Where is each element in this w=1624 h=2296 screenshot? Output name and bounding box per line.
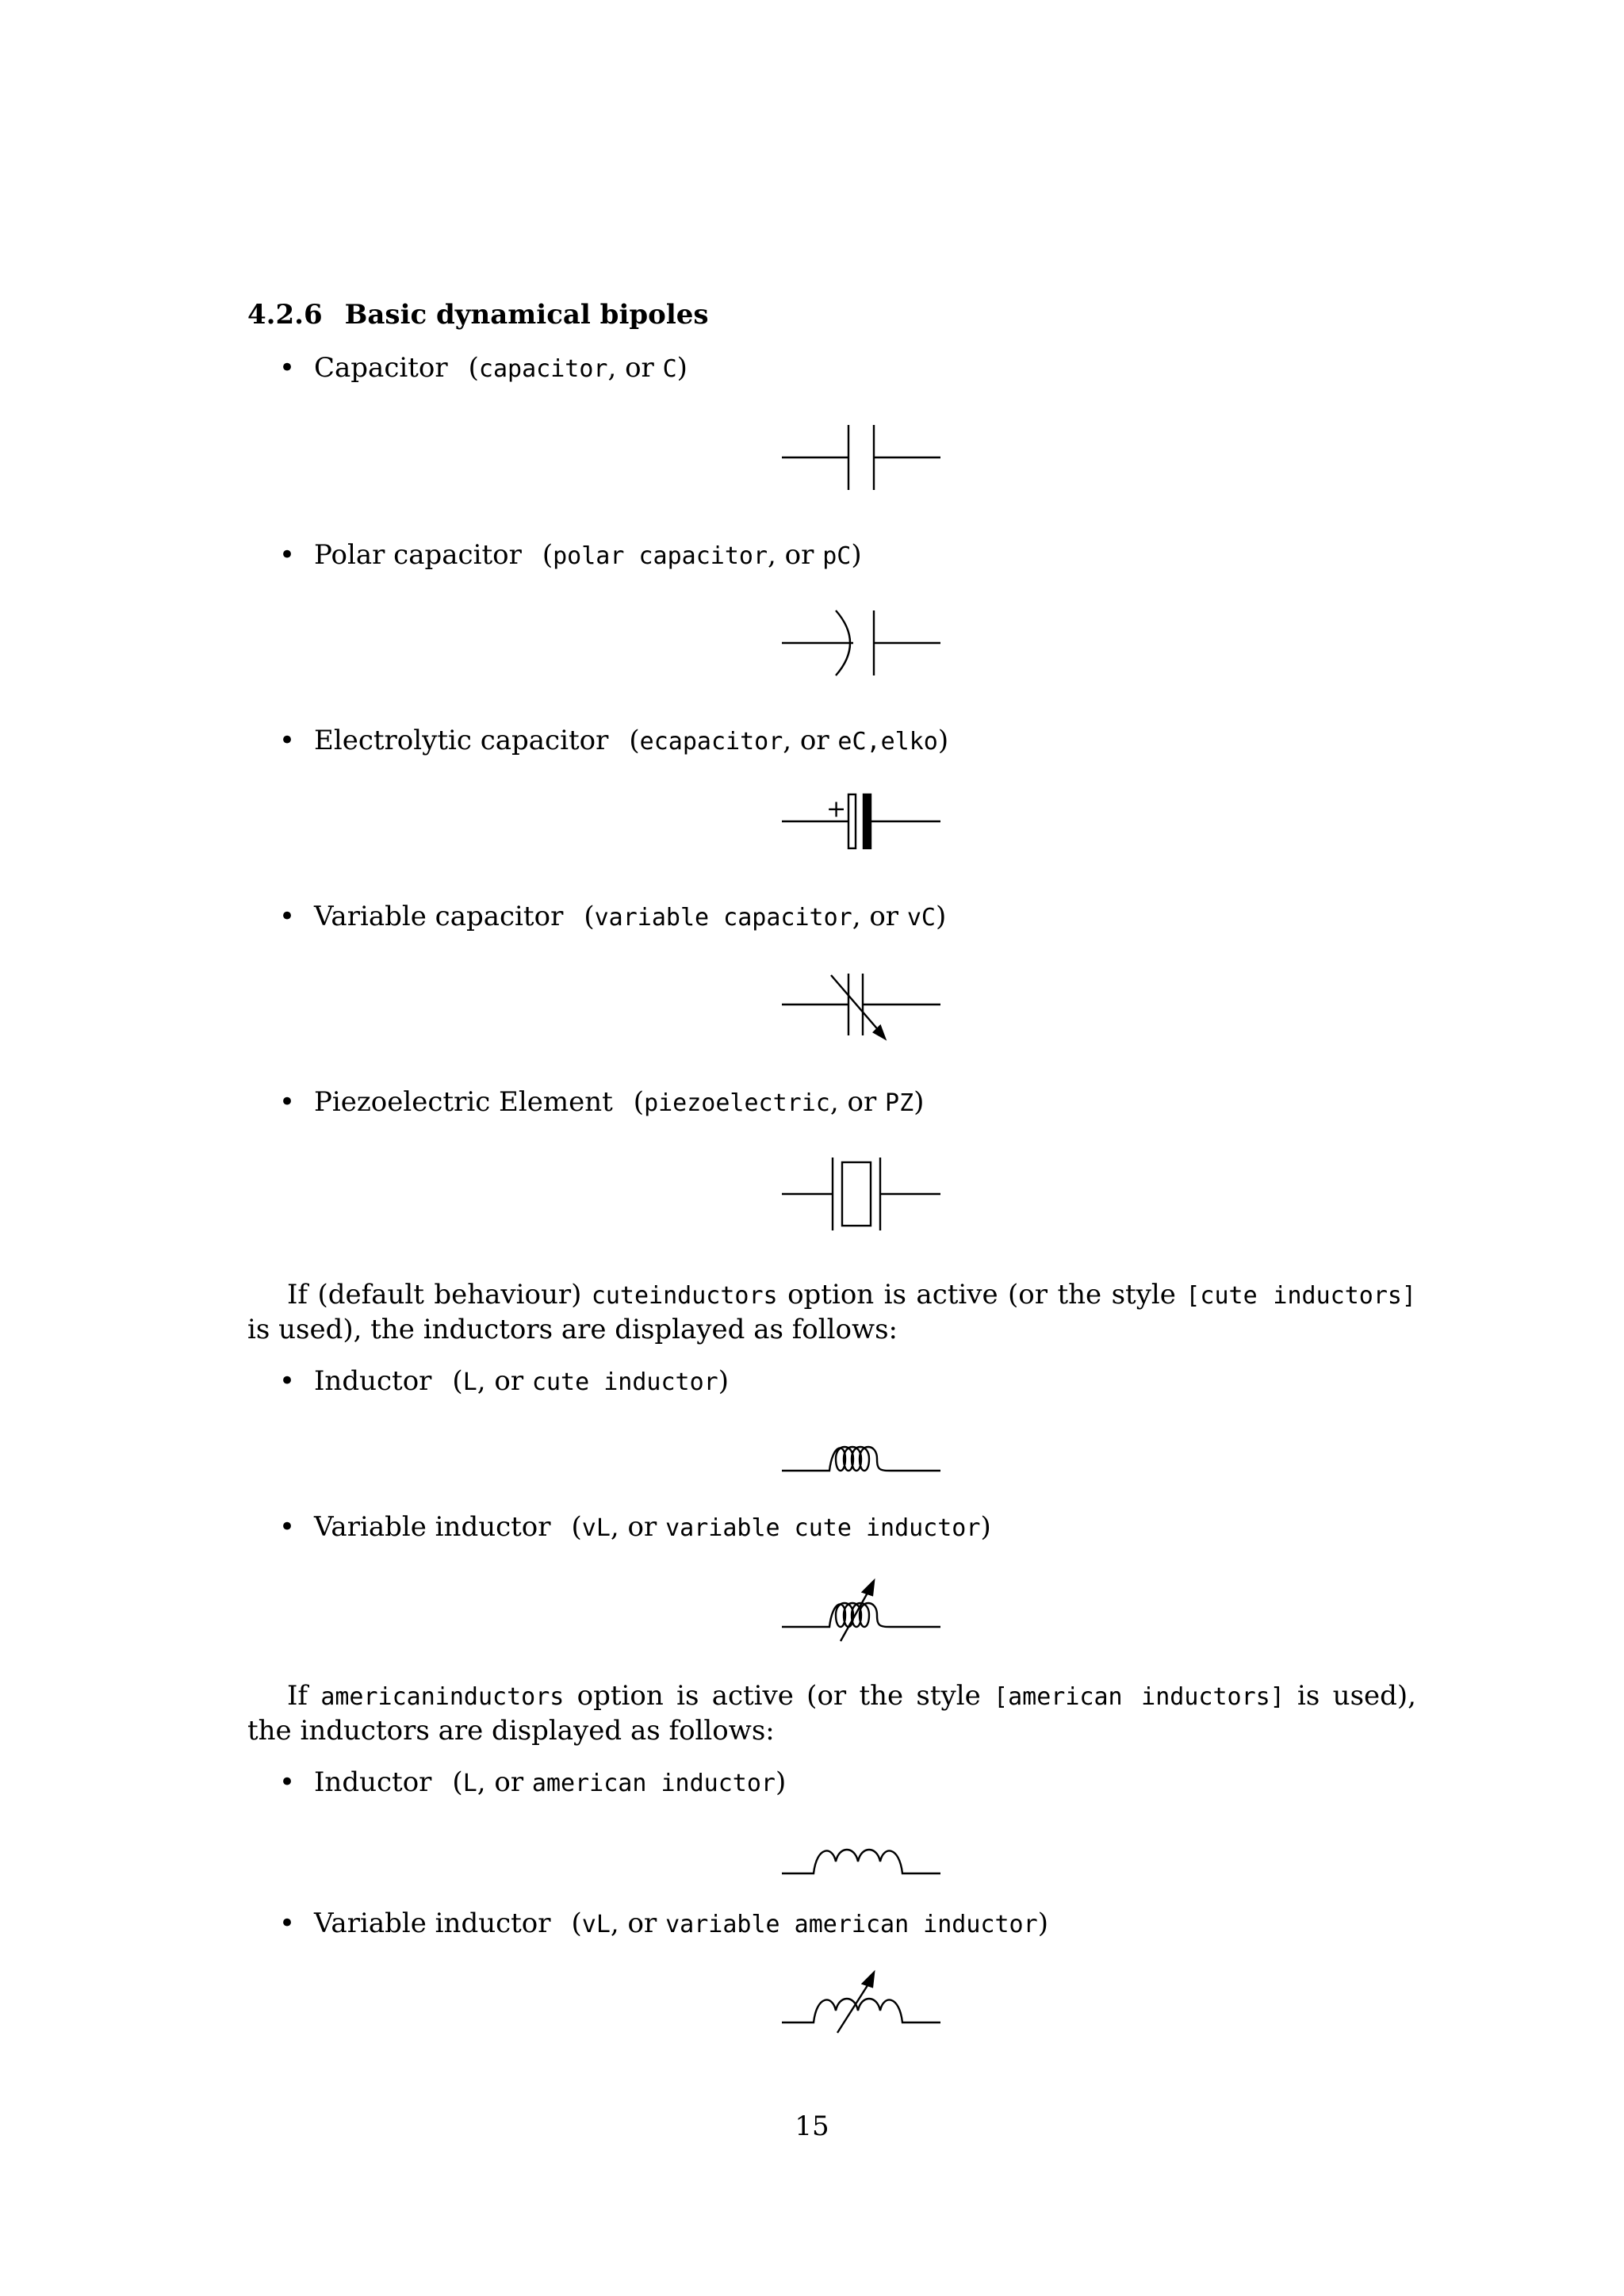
paren-open: ( xyxy=(629,725,640,756)
paragraph-text: is used), the inductors are displayed as follows: xyxy=(247,1680,1416,1747)
bullet: • xyxy=(279,1511,296,1543)
code-alias: C xyxy=(662,355,677,383)
paren-open: ( xyxy=(542,539,553,571)
list-item-piezoelectric xyxy=(279,1086,924,1119)
plus-sign: + xyxy=(826,795,847,823)
paren-open: ( xyxy=(584,901,595,932)
paren-close: ) xyxy=(775,1766,787,1798)
separator: , or xyxy=(610,1908,666,1939)
bullet: • xyxy=(279,539,296,571)
paragraph-text: If xyxy=(287,1680,321,1712)
paren-close: ) xyxy=(718,1365,729,1397)
variable-cute-inductor-symbol xyxy=(782,1579,940,1643)
code-alias: american inductor xyxy=(531,1770,776,1797)
american-inductor-symbol xyxy=(782,1838,940,1885)
code-alias: cute inductor xyxy=(531,1368,718,1396)
code-alias: variable cute inductor xyxy=(665,1514,981,1542)
section-title: Basic dynamical bipoles xyxy=(344,299,709,331)
code-option: americaninductors xyxy=(320,1683,565,1711)
separator: , or xyxy=(477,1766,532,1798)
piezoelectric-symbol xyxy=(782,1154,940,1234)
paren-close: ) xyxy=(980,1511,991,1543)
code-alias: PZ xyxy=(885,1089,914,1117)
electrolytic-capacitor-symbol xyxy=(782,790,940,853)
paragraph-text: is used), the inductors are displayed as follows: xyxy=(247,1314,898,1345)
bullet: • xyxy=(279,1086,296,1118)
item-label: Variable inductor xyxy=(314,1908,551,1939)
paren-open: ( xyxy=(452,1365,463,1397)
bullet: • xyxy=(279,725,296,756)
separator: , or xyxy=(610,1511,666,1543)
code-option: cuteinductors xyxy=(591,1282,778,1310)
code-alias: eC,elko xyxy=(837,728,938,756)
paren-open: ( xyxy=(633,1086,645,1118)
list-item-polar-capacitor xyxy=(279,539,862,572)
paragraph-cute-inductors xyxy=(247,1278,1416,1346)
separator: , or xyxy=(852,901,907,932)
code-name: variable capacitor xyxy=(594,904,852,932)
list-item-variable-capacitor xyxy=(279,901,946,934)
polar-capacitor-symbol xyxy=(782,607,940,679)
code-alias: vC xyxy=(906,904,936,932)
page-number: 15 xyxy=(795,2110,829,2142)
item-label: Inductor xyxy=(314,1766,432,1798)
list-item-electrolytic-capacitor xyxy=(279,725,948,758)
paren-close: ) xyxy=(937,725,949,756)
code-style: [cute inductors] xyxy=(1185,1282,1416,1310)
list-item-inductor-american xyxy=(279,1766,786,1800)
bullet: • xyxy=(279,352,296,384)
bullet: • xyxy=(279,1766,296,1798)
bullet: • xyxy=(279,1908,296,1939)
code-name: vL xyxy=(581,1514,611,1542)
paragraph-text: option is active (or the style xyxy=(564,1680,994,1712)
item-label: Electrolytic capacitor xyxy=(314,725,609,756)
list-item-inductor-cute xyxy=(279,1365,729,1399)
list-item-variable-inductor-cute xyxy=(279,1511,991,1544)
variable-american-inductor-symbol xyxy=(782,1971,940,2034)
paren-close: ) xyxy=(851,539,862,571)
item-label: Inductor xyxy=(314,1365,432,1397)
separator: , or xyxy=(477,1365,532,1397)
paren-close: ) xyxy=(1037,1908,1048,1939)
code-style: [american inductors] xyxy=(994,1683,1285,1711)
list-item-variable-inductor-american xyxy=(279,1908,1048,1941)
separator: , or xyxy=(783,725,838,756)
code-name: polar capacitor xyxy=(553,542,768,570)
separator: , or xyxy=(768,539,823,571)
code-alias: variable american inductor xyxy=(665,1911,1038,1938)
code-name: vL xyxy=(581,1911,611,1938)
bullet: • xyxy=(279,901,296,932)
code-name: capacitor xyxy=(478,355,608,383)
paren-open: ( xyxy=(468,352,479,384)
paragraph-text: option is active (or the style xyxy=(777,1279,1186,1311)
paragraph-american-inductors xyxy=(247,1679,1416,1747)
item-label: Variable capacitor xyxy=(314,901,564,932)
capacitor-symbol xyxy=(782,422,940,493)
separator: , or xyxy=(607,352,663,384)
paren-close: ) xyxy=(914,1086,925,1118)
item-label: Polar capacitor xyxy=(314,539,522,571)
section-number: 4.2.6 xyxy=(247,299,323,331)
variable-capacitor-symbol xyxy=(782,969,940,1040)
code-alias: pC xyxy=(822,542,852,570)
item-label: Variable inductor xyxy=(314,1511,551,1543)
bullet: • xyxy=(279,1365,296,1397)
paren-open: ( xyxy=(571,1908,582,1939)
code-name: ecapacitor xyxy=(639,728,783,756)
section-heading xyxy=(247,299,709,331)
paren-close: ) xyxy=(676,352,688,384)
code-name: piezoelectric xyxy=(644,1089,830,1117)
paren-open: ( xyxy=(452,1766,463,1798)
cute-inductor-symbol xyxy=(782,1435,940,1483)
item-label: Capacitor xyxy=(314,352,448,384)
paren-close: ) xyxy=(935,901,947,932)
list-item-capacitor xyxy=(279,352,688,385)
code-name: L xyxy=(462,1770,477,1797)
separator: , or xyxy=(829,1086,886,1118)
code-name: L xyxy=(462,1368,477,1396)
paragraph-text: If (default behaviour) xyxy=(287,1279,592,1311)
paren-open: ( xyxy=(571,1511,582,1543)
item-label: Piezoelectric Element xyxy=(314,1086,613,1118)
